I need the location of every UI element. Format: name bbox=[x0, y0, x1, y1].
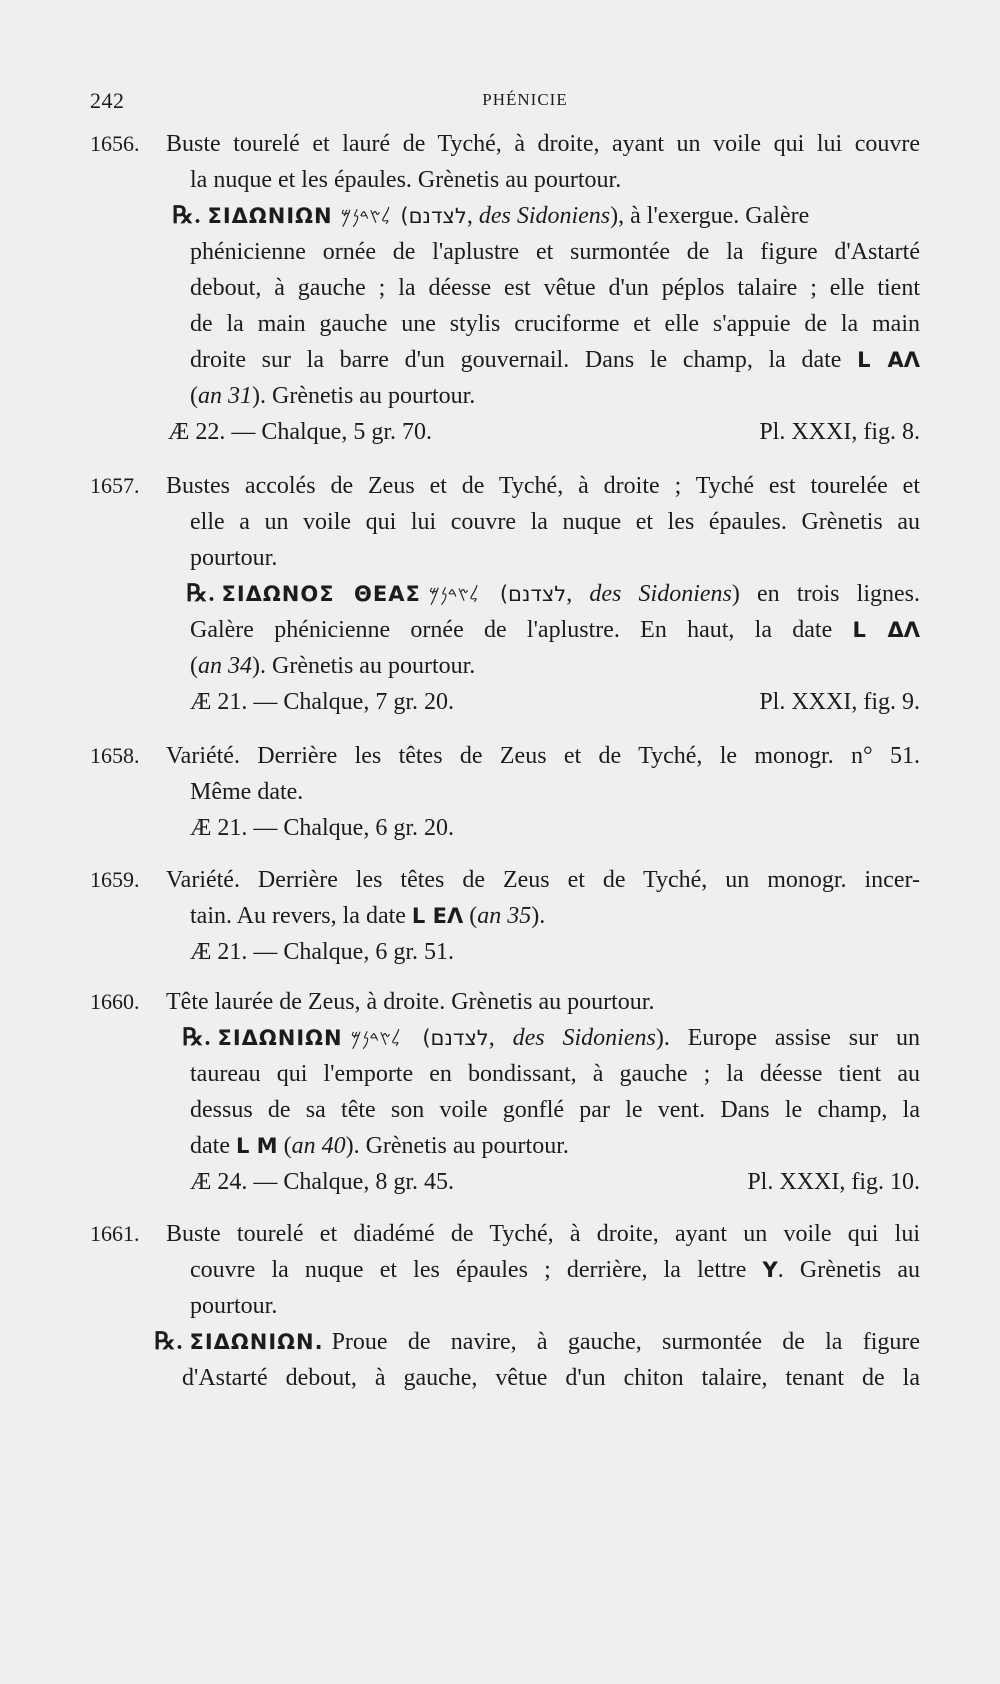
reverse-text: ). Europe assise sur un bbox=[655, 1025, 921, 1051]
date-paren: ( bbox=[190, 383, 198, 409]
reverse-text: ). Grènetis au pourtour. bbox=[252, 653, 476, 679]
reverse-line bbox=[190, 648, 920, 684]
catalog-entry bbox=[90, 126, 920, 450]
reverse-line: debout, à gauche ; la déesse est vêtue d'un péplos talaire ; elle tient bbox=[190, 275, 920, 301]
reverse-line: de la main gauche une stylis cruciforme et elle s'appuie de la main bbox=[190, 311, 920, 337]
date-year: an 35 bbox=[477, 903, 532, 929]
page-number: 242 bbox=[90, 88, 125, 113]
reverse-text: Proue de navire, à gauche, surmontée de la figure bbox=[331, 1329, 920, 1355]
catalog-entry bbox=[90, 862, 920, 970]
coin-weight: — Chalque, 8 gr. 45. bbox=[253, 1169, 454, 1195]
plate-reference: Pl. XXXI, fig. 9. bbox=[759, 689, 920, 715]
reverse-line bbox=[190, 1128, 920, 1164]
entry-line: elle a un voile qui lui couvre la nuque et les épaules. Grènetis au bbox=[190, 509, 920, 535]
catalog-entry bbox=[90, 468, 920, 720]
entry-line bbox=[190, 898, 920, 934]
catalog-entry bbox=[90, 738, 920, 846]
reverse-mark: ℞. bbox=[186, 581, 216, 607]
hebrew-legend: (לצדנם bbox=[499, 582, 567, 606]
phoenician-legend: 𐤋𐤑𐤃𐤍𐤌 bbox=[340, 204, 391, 228]
coin-weight: — Chalque, 7 gr. 20. bbox=[253, 689, 454, 715]
entry-number: 1657. bbox=[90, 473, 140, 498]
entry-text: ). bbox=[531, 903, 546, 929]
reverse-mark: ℞. bbox=[172, 203, 202, 229]
entry-line: la nuque et les épaules. Grènetis au pourtour. bbox=[190, 167, 622, 193]
metal-size: Æ 22. bbox=[168, 419, 226, 445]
reverse-line bbox=[190, 342, 920, 378]
entry-line: Buste tourelé et diadémé de Tyché, à droite, ayant un voile qui lui bbox=[166, 1221, 920, 1247]
greek-legend: ΣΙΔΩΝΙΩΝ. bbox=[189, 1330, 324, 1354]
reverse-text: date bbox=[190, 1133, 230, 1159]
entry-text: tain. Au revers, la date bbox=[190, 903, 406, 929]
reverse-mark: ℞. bbox=[154, 1329, 184, 1355]
date-mark: L ΔΛ bbox=[852, 618, 920, 642]
greek-legend: ΣΙΔΩΝΙΩΝ bbox=[207, 204, 333, 228]
entry-number: 1656. bbox=[90, 131, 140, 156]
entry-text: couvre la nuque et les épaules ; derrière, la lettre bbox=[190, 1257, 747, 1283]
reverse-text: ), à l'exergue. Galère bbox=[610, 203, 810, 229]
running-head: PHÉNICIE bbox=[482, 90, 568, 109]
reverse-line: ℞. ΣΙΔΩΝΟΣ ΘΕΑΣ 𐤋𐤑𐤃𐤍𐤌 (לצדנם, des Sidoniens) en trois lignes. bbox=[186, 581, 921, 607]
entry-line: Tête laurée de Zeus, à droite. Grènetis au pourtour. bbox=[166, 989, 655, 1015]
date-paren: ( bbox=[469, 903, 478, 929]
hebrew-legend: (לצדנם bbox=[400, 204, 467, 228]
coin-weight: — Chalque, 6 gr. 20. bbox=[253, 815, 454, 841]
date-mark: L M bbox=[235, 1134, 278, 1158]
plate-reference: Pl. XXXI, fig. 10. bbox=[747, 1169, 920, 1195]
metal-size: Æ 24. bbox=[190, 1169, 248, 1195]
greek-legend: ΣΙΔΩΝΟΣ ΘΕΑΣ bbox=[221, 582, 421, 606]
reverse-mark: ℞. bbox=[182, 1025, 212, 1051]
reverse-line: d'Astarté debout, à gauche, vêtue d'un chiton talaire, tenant de la bbox=[182, 1365, 920, 1391]
reverse-text: droite sur la barre d'un gouvernail. Dans le champ, la date bbox=[190, 347, 842, 373]
greek-legend: ΣΙΔΩΝΙΩΝ bbox=[217, 1026, 343, 1050]
date-mark: L ΕΛ bbox=[411, 904, 464, 928]
entry-number: 1659. bbox=[90, 867, 140, 892]
legend-gloss: des Sidoniens bbox=[512, 1025, 656, 1051]
reverse-line: dessus de sa tête son voile gonflé par le vent. Dans le champ, la bbox=[190, 1097, 920, 1123]
reverse-text: Galère phénicienne ornée de l'aplustre. En haut, la date bbox=[190, 617, 833, 643]
date-year: an 34 bbox=[198, 653, 252, 679]
reverse-line bbox=[190, 612, 920, 648]
reverse-line: ℞. ΣΙΔΩΝΙΩΝ 𐤋𐤑𐤃𐤍𐤌 (לצדנם, des Sidoniens), à l'exergue. Galère bbox=[172, 203, 810, 229]
page-header bbox=[90, 88, 920, 118]
legend-gloss: des Sidoniens bbox=[478, 203, 611, 229]
phoenician-legend: 𐤋𐤑𐤃𐤍𐤌 bbox=[350, 1026, 401, 1050]
entry-line: pourtour. bbox=[190, 545, 278, 571]
metal-size: Æ 21. bbox=[190, 815, 248, 841]
reverse-line bbox=[154, 1324, 920, 1360]
entry-line: Bustes accolés de Zeus et de Tyché, à droite ; Tyché est tourelée et bbox=[166, 473, 920, 499]
reverse-text: ) en trois lignes. bbox=[731, 581, 921, 607]
entry-line: Buste tourelé et lauré de Tyché, à droite, ayant un voile qui lui couvre bbox=[166, 131, 920, 157]
entry-line: pourtour. bbox=[190, 1293, 278, 1319]
letter-mark: Υ bbox=[762, 1258, 778, 1282]
reverse-line: ℞. ΣΙΔΩΝΙΩΝ 𐤋𐤑𐤃𐤍𐤌 (לצדנם, des Sidoniens). Europe assise sur un bbox=[182, 1025, 921, 1051]
date-year: an 31 bbox=[198, 383, 252, 409]
phoenician-legend: 𐤋𐤑𐤃𐤍𐤌 bbox=[428, 582, 479, 606]
date-mark: L ΑΛ bbox=[857, 348, 921, 372]
hebrew-legend: (לצדנם bbox=[422, 1026, 489, 1050]
plate-reference: Pl. XXXI, fig. 8. bbox=[759, 419, 920, 445]
entry-line: Même date. bbox=[190, 779, 304, 805]
date-year: an 40 bbox=[291, 1133, 346, 1159]
reverse-line: taureau qui l'emporte en bondissant, à gauche ; la déesse tient au bbox=[190, 1061, 920, 1087]
entry-number: 1660. bbox=[90, 989, 140, 1014]
reverse-text: ). Grènetis au pourtour. bbox=[345, 1133, 569, 1159]
date-paren: ( bbox=[190, 653, 198, 679]
entry-line: Variété. Derrière les têtes de Zeus et de Tyché, le monogr. n° 51. bbox=[166, 743, 920, 769]
entry-line: Variété. Derrière les têtes de Zeus et de Tyché, un monogr. incer- bbox=[166, 867, 920, 893]
coin-weight: — Chalque, 5 gr. 70. bbox=[231, 419, 432, 445]
metal-size: Æ 21. bbox=[190, 939, 248, 965]
entry-number: 1661. bbox=[90, 1221, 140, 1246]
metal-size: Æ 21. bbox=[190, 689, 248, 715]
date-paren: ( bbox=[283, 1133, 292, 1159]
entry-line bbox=[190, 1252, 920, 1288]
entry-text: . Grènetis au bbox=[777, 1257, 921, 1283]
legend-gloss: des Sidoniens bbox=[589, 581, 732, 607]
reverse-text: ). Grènetis au pourtour. bbox=[252, 383, 476, 409]
entry-number: 1658. bbox=[90, 743, 140, 768]
reverse-line bbox=[190, 378, 920, 414]
catalog-entry bbox=[90, 984, 920, 1200]
reverse-line: phénicienne ornée de l'aplustre et surmontée de la figure d'Astarté bbox=[190, 239, 920, 265]
catalog-entry bbox=[90, 1216, 920, 1396]
coin-weight: — Chalque, 6 gr. 51. bbox=[253, 939, 454, 965]
